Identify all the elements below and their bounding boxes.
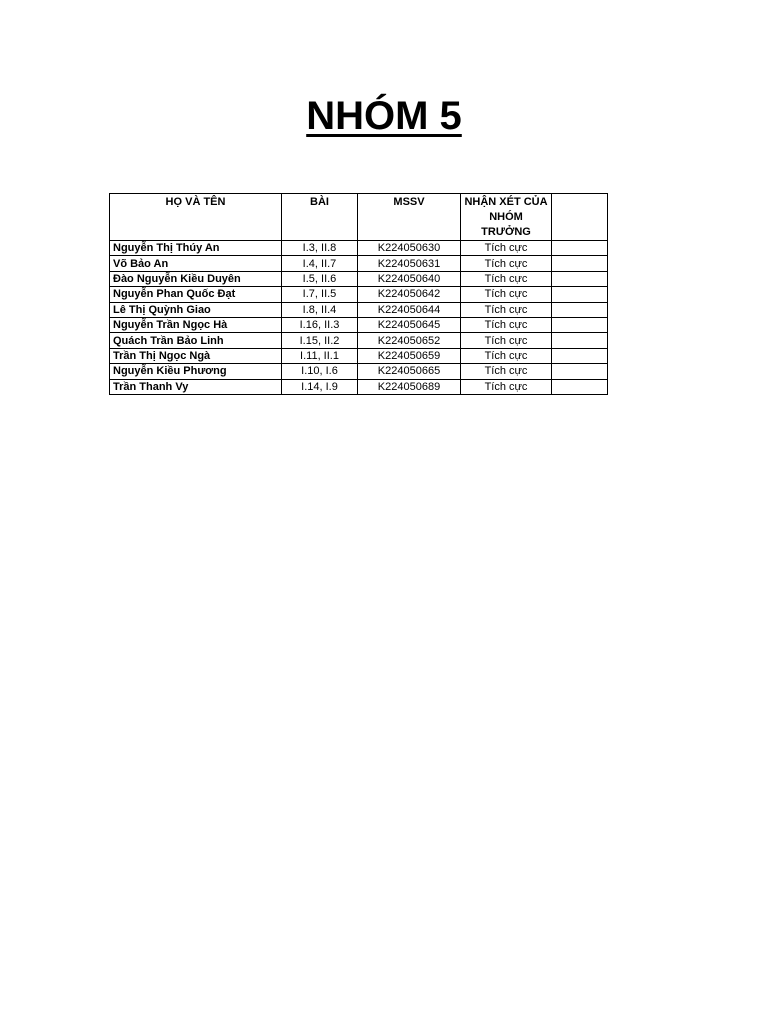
cell-mssv: K224050645 xyxy=(358,317,461,332)
cell-name: Nguyễn Kiều Phương xyxy=(110,364,282,379)
page-title xyxy=(0,92,768,140)
cell-comment: Tích cực xyxy=(461,287,552,302)
cell-bai: I.14, I.9 xyxy=(282,379,358,394)
cell-name: Nguyễn Trần Ngọc Hà xyxy=(110,317,282,332)
cell-bai: I.3, II.8 xyxy=(282,241,358,256)
cell-comment: Tích cực xyxy=(461,333,552,348)
cell-mssv: K224050642 xyxy=(358,287,461,302)
page-title-text: NHÓM 5 xyxy=(306,94,462,138)
cell-mssv: K224050640 xyxy=(358,271,461,286)
cell-bai: I.15, II.2 xyxy=(282,333,358,348)
cell-mssv: K224050659 xyxy=(358,348,461,363)
cell-comment: Tích cực xyxy=(461,364,552,379)
cell-comment: Tích cực xyxy=(461,271,552,286)
cell-mssv: K224050689 xyxy=(358,379,461,394)
cell-extra xyxy=(552,364,608,379)
cell-bai: I.7, II.5 xyxy=(282,287,358,302)
member-table xyxy=(109,193,608,395)
table-row xyxy=(110,302,608,317)
cell-name: Lê Thị Quỳnh Giao xyxy=(110,302,282,317)
cell-name: Nguyễn Thị Thúy An xyxy=(110,241,282,256)
table-row xyxy=(110,333,608,348)
cell-mssv: K224050631 xyxy=(358,256,461,271)
cell-name: Quách Trần Bảo Linh xyxy=(110,333,282,348)
cell-comment: Tích cực xyxy=(461,379,552,394)
cell-extra xyxy=(552,348,608,363)
cell-name: Trần Thị Ngọc Ngà xyxy=(110,348,282,363)
cell-name: Đào Nguyễn Kiều Duyên xyxy=(110,271,282,286)
cell-name: Võ Bảo An xyxy=(110,256,282,271)
cell-extra xyxy=(552,271,608,286)
header-mssv: MSSV xyxy=(358,194,461,241)
cell-name: Nguyễn Phan Quốc Đạt xyxy=(110,287,282,302)
header-name: HỌ VÀ TÊN xyxy=(110,194,282,241)
cell-extra xyxy=(552,256,608,271)
cell-comment: Tích cực xyxy=(461,302,552,317)
cell-mssv: K224050630 xyxy=(358,241,461,256)
table-row xyxy=(110,271,608,286)
cell-bai: I.8, II.4 xyxy=(282,302,358,317)
table-row xyxy=(110,348,608,363)
cell-extra xyxy=(552,333,608,348)
cell-mssv: K224050665 xyxy=(358,364,461,379)
table-row xyxy=(110,379,608,394)
header-bai: BÀI xyxy=(282,194,358,241)
cell-name: Trần Thanh Vy xyxy=(110,379,282,394)
table-row xyxy=(110,241,608,256)
cell-mssv: K224050652 xyxy=(358,333,461,348)
cell-comment: Tích cực xyxy=(461,317,552,332)
cell-extra xyxy=(552,379,608,394)
cell-bai: I.4, II.7 xyxy=(282,256,358,271)
cell-mssv: K224050644 xyxy=(358,302,461,317)
cell-extra xyxy=(552,241,608,256)
table-row xyxy=(110,317,608,332)
table-row xyxy=(110,256,608,271)
cell-comment: Tích cực xyxy=(461,256,552,271)
cell-bai: I.11, II.1 xyxy=(282,348,358,363)
header-extra xyxy=(552,194,608,241)
cell-extra xyxy=(552,302,608,317)
cell-extra xyxy=(552,317,608,332)
table-row xyxy=(110,287,608,302)
header-comment: NHẬN XÉT CỦA NHÓM TRƯỞNG xyxy=(461,194,552,241)
cell-bai: I.10, I.6 xyxy=(282,364,358,379)
table-row xyxy=(110,364,608,379)
table-header-row xyxy=(110,194,608,241)
cell-extra xyxy=(552,287,608,302)
cell-bai: I.16, II.3 xyxy=(282,317,358,332)
cell-bai: I.5, II.6 xyxy=(282,271,358,286)
cell-comment: Tích cực xyxy=(461,241,552,256)
cell-comment: Tích cực xyxy=(461,348,552,363)
